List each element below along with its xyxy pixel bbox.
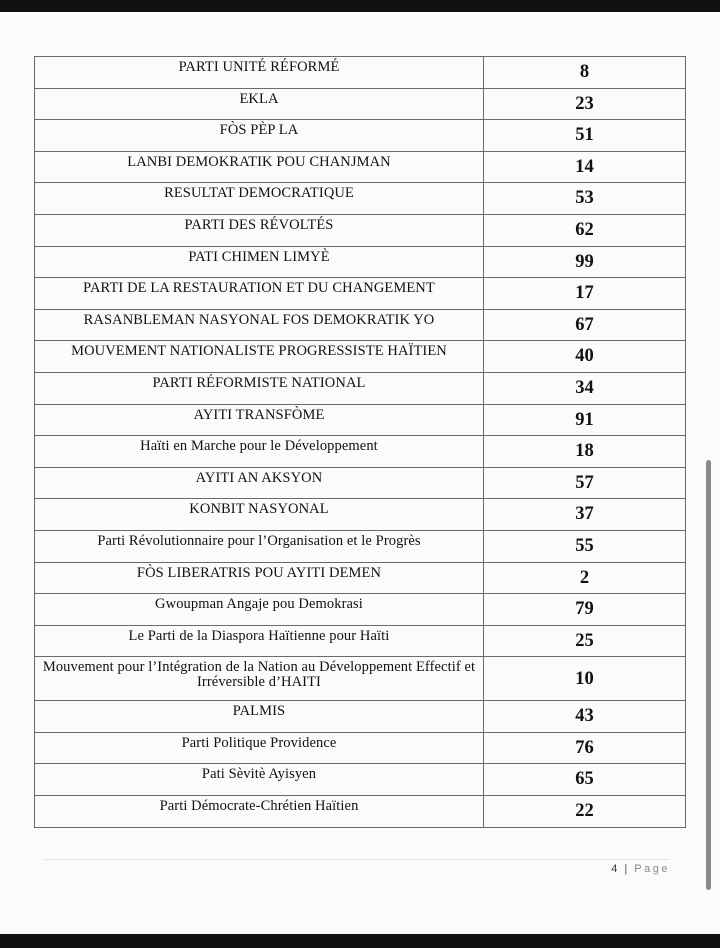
party-number-cell: 22 xyxy=(484,796,686,828)
party-number-cell: 62 xyxy=(484,214,686,246)
party-number-cell: 76 xyxy=(484,732,686,764)
party-name-cell: AYITI AN AKSYON xyxy=(35,467,484,499)
party-number-cell: 51 xyxy=(484,120,686,152)
table-row xyxy=(35,499,686,531)
party-number-cell: 53 xyxy=(484,183,686,215)
party-name-cell: PARTI UNITÉ RÉFORMÉ xyxy=(35,57,484,89)
party-name-cell: PARTI RÉFORMISTE NATIONAL xyxy=(35,372,484,404)
party-number-cell: 37 xyxy=(484,499,686,531)
table-row xyxy=(35,594,686,626)
party-name-cell: Pati Sèvitè Ayisyen xyxy=(35,764,484,796)
party-name-cell: Parti Révolutionnaire pour l’Organisation et le Progrès xyxy=(35,530,484,562)
table-row xyxy=(35,151,686,183)
table-row xyxy=(35,467,686,499)
party-number-cell: 40 xyxy=(484,341,686,373)
table-row xyxy=(35,562,686,594)
party-number-cell: 91 xyxy=(484,404,686,436)
table-row xyxy=(35,309,686,341)
party-name-cell: Mouvement pour l’Intégration de la Nation au Développement Effectif et Irréversible d’HAITI xyxy=(35,657,484,701)
party-name-cell: Le Parti de la Diaspora Haïtienne pour Haïti xyxy=(35,625,484,657)
party-name-cell: PATI CHIMEN LIMYÈ xyxy=(35,246,484,278)
table-row xyxy=(35,246,686,278)
party-name-cell: Haïti en Marche pour le Développement xyxy=(35,436,484,468)
table-row xyxy=(35,701,686,733)
party-number-cell: 34 xyxy=(484,372,686,404)
party-number-cell: 18 xyxy=(484,436,686,468)
party-name-cell: FÒS LIBERATRIS POU AYITI DEMEN xyxy=(35,562,484,594)
table-row xyxy=(35,530,686,562)
party-name-cell: Parti Politique Providence xyxy=(35,732,484,764)
party-number-cell: 14 xyxy=(484,151,686,183)
party-name-cell: EKLA xyxy=(35,88,484,120)
party-name-cell: PARTI DES RÉVOLTÉS xyxy=(35,214,484,246)
party-number-cell: 65 xyxy=(484,764,686,796)
footer-divider xyxy=(44,859,670,860)
party-table xyxy=(34,56,686,828)
party-number-cell: 23 xyxy=(484,88,686,120)
table-row xyxy=(35,625,686,657)
footer-separator: | xyxy=(624,863,629,875)
table-row xyxy=(35,183,686,215)
party-number-cell: 8 xyxy=(484,57,686,89)
party-name-cell: PARTI DE LA RESTAURATION ET DU CHANGEMENT xyxy=(35,278,484,310)
party-number-cell: 10 xyxy=(484,657,686,701)
table-row xyxy=(35,341,686,373)
party-number-cell: 79 xyxy=(484,594,686,626)
party-name-cell: LANBI DEMOKRATIK POU CHANJMAN xyxy=(35,151,484,183)
party-number-cell: 57 xyxy=(484,467,686,499)
table-row xyxy=(35,57,686,89)
table-row xyxy=(35,372,686,404)
party-number-cell: 25 xyxy=(484,625,686,657)
page-number: 4 xyxy=(611,863,619,875)
table-row xyxy=(35,732,686,764)
table-row xyxy=(35,278,686,310)
party-name-cell: PALMIS xyxy=(35,701,484,733)
table-row xyxy=(35,404,686,436)
table-row xyxy=(35,120,686,152)
party-name-cell: RASANBLEMAN NASYONAL FOS DEMOKRATIK YO xyxy=(35,309,484,341)
party-name-cell: MOUVEMENT NATIONALISTE PROGRESSISTE HAÏTIEN xyxy=(35,341,484,373)
party-name-cell: FÒS PÈP LA xyxy=(35,120,484,152)
party-name-cell: KONBIT NASYONAL xyxy=(35,499,484,531)
table-row xyxy=(35,657,686,701)
party-name-cell: Parti Démocrate-Chrétien Haïtien xyxy=(35,796,484,828)
party-number-cell: 67 xyxy=(484,309,686,341)
party-number-cell: 43 xyxy=(484,701,686,733)
party-number-cell: 2 xyxy=(484,562,686,594)
table-row xyxy=(35,88,686,120)
table-row xyxy=(35,764,686,796)
party-name-cell: Gwoupman Angaje pou Demokrasi xyxy=(35,594,484,626)
party-name-cell: AYITI TRANSFÒME xyxy=(35,404,484,436)
scrollbar[interactable] xyxy=(706,460,711,890)
document-page xyxy=(0,12,720,934)
table-row xyxy=(35,796,686,828)
page-word: Page xyxy=(634,863,670,875)
table-row xyxy=(35,214,686,246)
party-name-cell: RESULTAT DEMOCRATIQUE xyxy=(35,183,484,215)
party-number-cell: 17 xyxy=(484,278,686,310)
party-number-cell: 99 xyxy=(484,246,686,278)
page-footer xyxy=(611,863,670,875)
party-number-cell: 55 xyxy=(484,530,686,562)
table-row xyxy=(35,436,686,468)
